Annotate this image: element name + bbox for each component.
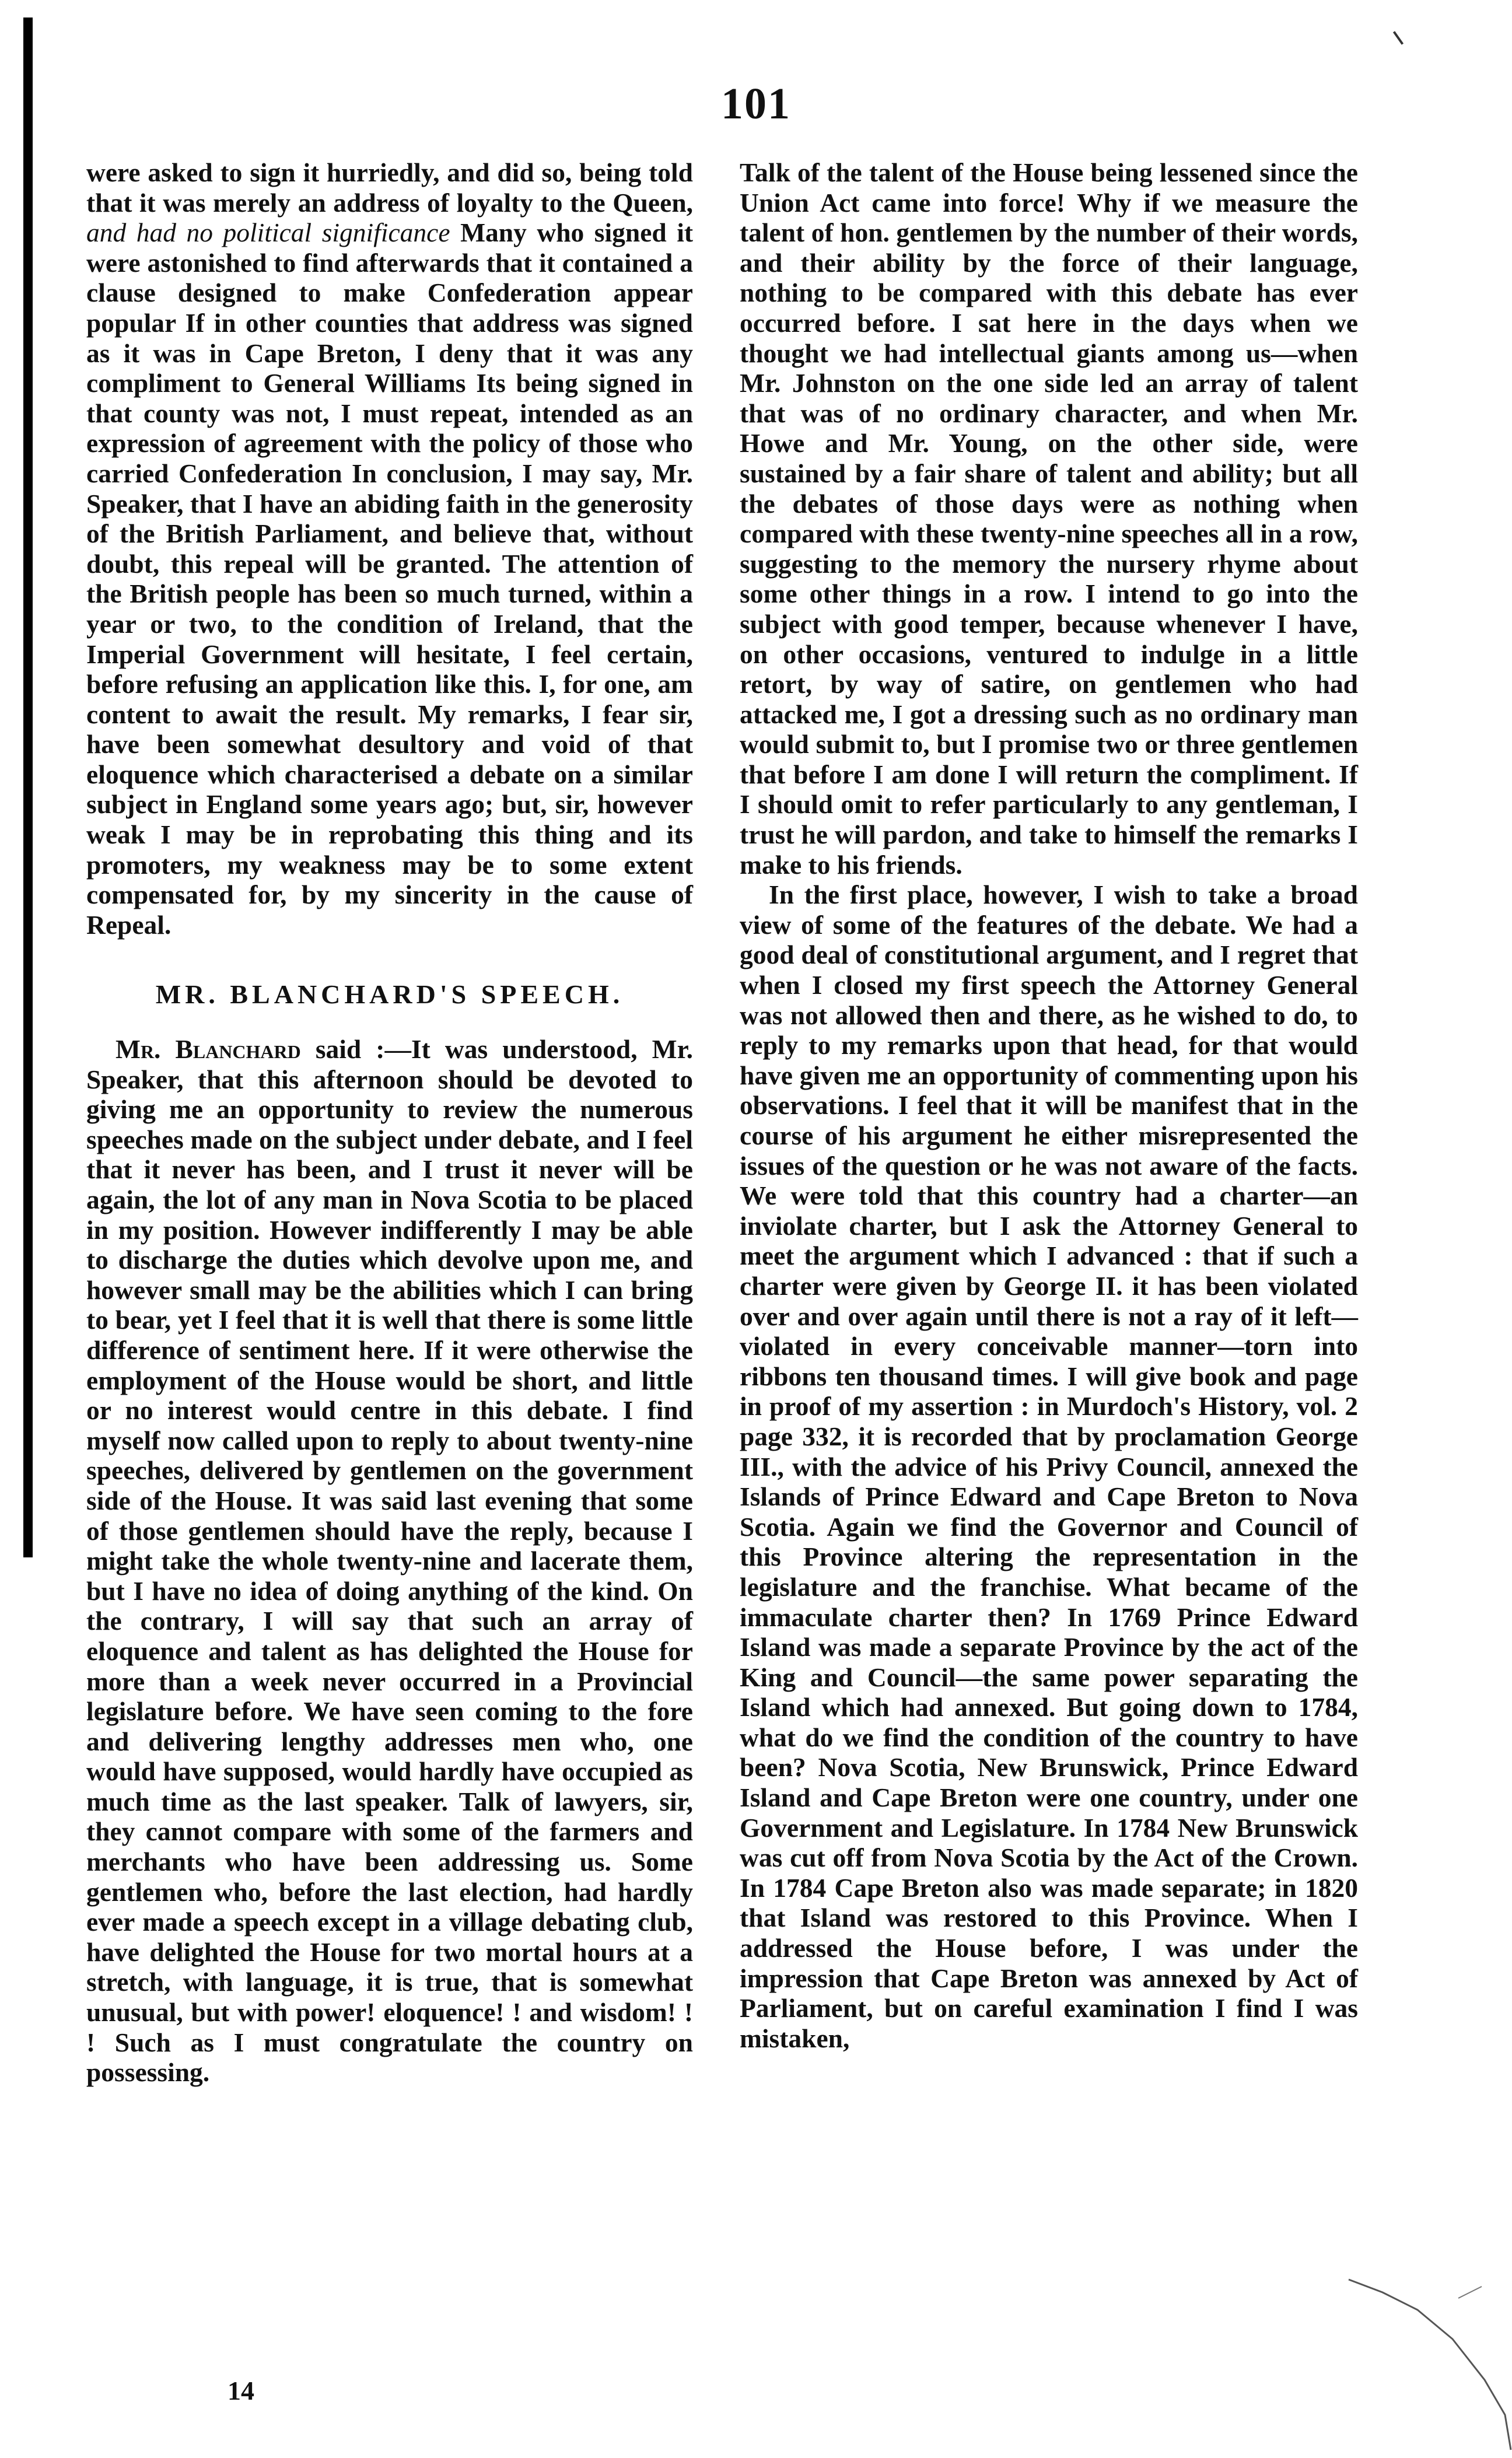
right-paragraph-1: Talk of the talent of the House being lessened since the Union Act came into force! Why if we measure the talent of hon. gentlemen by the number of their words, and their ability by the force of their language, nothing to be compared with this debate has ever occurred before. I sat here in the days when we thought we had intellectual giants among us—when Mr. Johnston on the one side led an array of talent that was of no ordinary character, and when Mr. Howe and Mr. Young, on the other side, were sustained by a fair share of talent and ability; but all the debates of those days were as nothing when compared with these twenty-nine speeches all in a row, suggesting to the memory the nursery rhyme about some other things in a row. I intend to go into the subject with good temper, because whenever I have, on other occasions, ventured to indulge in a little retort, by way of satire, on gentlemen who had attacked me, I got a dressing such as no ordinary man would submit to, but I promise two or three gentlemen that before I am done I will return the compliment. If I should omit to refer particularly to any gentleman, I trust he will pardon, and take to himself the remarks I make to his friends. — [740, 157, 1358, 880]
signature-mark: 14 — [228, 2376, 254, 2406]
italic-phrase: and had no political significance — [86, 218, 450, 248]
pencil-scribble — [1348, 2275, 1512, 2458]
left-paragraph-1 — [86, 157, 693, 940]
left-paragraph-2 — [86, 1034, 693, 2088]
page-number: 101 — [721, 79, 791, 128]
left-column — [86, 157, 693, 2088]
para-text: said :—It was understood, Mr. Speaker, that this afternoon should be devoted to giving me an opportunity to review the numerous speeches made on the subject under debate, and I feel that it never has been, and I trust it never will be again, the lot of any man in Nova Scotia to be placed in my position. However indifferently I may be able to discharge the duties which devolve upon me, and however small may be the abilities which I can bring to bear, yet I feel that it is well that there is some little difference of sentiment here. If it were otherwise the employment of the House would be short, and little or no interest would centre in this debate. I find myself now called upon to reply to about twenty-nine speeches, delivered by gentlemen on the government side of the House. It was said last evening that some of those gentlemen should have the reply, because I might take the whole twenty-nine and lacerate them, but I have no idea of doing anything of the kind. On the contrary, I will say that such an array of eloquence and talent as has delighted the House for more than a week never occurred in a Provincial legislature before. We have seen coming to the fore and delivering lengthy addresses men who, one would have supposed, would hardly have occupied as much time as the last speaker. Talk of lawyers, sir, they cannot compare with some of the farmers and merchants who have been addressing us. Some gentlemen who, before the last election, had hardly ever made a speech except in a village debating club, have delighted the House for two mortal hours at a stretch, with language, it is true, that is somewhat unusual, but with power! eloquence! ! and wisdom! ! ! Such as I must congratulate the country on possessing. — [86, 1034, 694, 2088]
right-paragraph-2: In the first place, however, I wish to take a broad view of some of the features of the debate. We had a good deal of constitutional argument, and I regret that when I closed my first speech the Attorney General was not allowed then and there, as he wished to do, to reply to my remarks upon that head, for that would have given me an opportunity of commenting upon his observations. I feel that it will be manifest that in the course of his argument he either misrepresented the issues of the question or he was not aware of the facts. We were told that this country had a charter—an inviolate charter, but I ask the Attorney General to meet the argument which I advanced : that if such a charter were given by George II. it has been violated over and over again until there is not a ray of it left—violated in every conceivable manner—torn into ribbons ten thousand times. I will give book and page in proof of my assertion : in Murdoch's History, vol. 2 page 332, it is recorded that by proclamation George III., with the advice of his Privy Council, annexed the Islands of Prince Edward and Cape Breton to Nova Scotia. Again we find the Governor and Council of this Province altering the representation in the legislature and the franchise. What became of the immaculate charter then? In 1769 Prince Edward Island was made a separate Province by the act of the King and Council—the same power separating the Island which had annexed. But going down to 1784, what do we find the condition of the country to have been? Nova Scotia, New Brunswick, Prince Edward Island and Cape Breton were one country, under one Government and Legislature. In 1784 New Brunswick was cut off from Nova Scotia by the Act of the Crown. In 1784 Cape Breton also was made separate; in 1820 that Island was restored to this Province. When I addressed the House before, I was under the impression that Cape Breton was annexed by Act of Parliament, but on careful examination I find I was mistaken, — [740, 880, 1358, 2053]
para-text: were asked to sign it hurriedly, and did so, being told that it was merely an address of loyalty to the Queen, — [86, 157, 693, 218]
right-column — [740, 157, 1358, 2053]
tick-mark — [1393, 31, 1404, 45]
speech-heading: MR. BLANCHARD'S SPEECH. — [155, 979, 624, 1010]
speaker-name: Mr. Blanchard — [116, 1034, 301, 1065]
para-text: Many who signed it were astonished to find afterwards that it contained a clause designed to make Confederation appear popular If in other counties that address was signed as it was in Cape Breton, I deny that it was any compliment to General Williams Its being signed in that county was not, I must repeat, intended as an expression of agreement with the policy of those who carried Confederation In conclusion, I may say, Mr. Speaker, that I have an abiding faith in the generosity of the British Parliament, and believe that, without doubt, this repeal will be granted. The attention of the British people has been so much turned, within a year or two, to the condition of Ireland, that the Imperial Government will hesitate, I feel certain, before refusing an application like this. I, for one, am content to await the result. My remarks, I fear sir, have been somewhat desultory and void of that eloquence which characterised a debate on a similar subject in England some years ago; but, sir, however weak I may be in reprobating this thing and its promoters, my weakness may be to some extent compensated for, by my sincerity in the cause of Repeal. — [86, 218, 693, 940]
margin-rule — [23, 17, 33, 1557]
